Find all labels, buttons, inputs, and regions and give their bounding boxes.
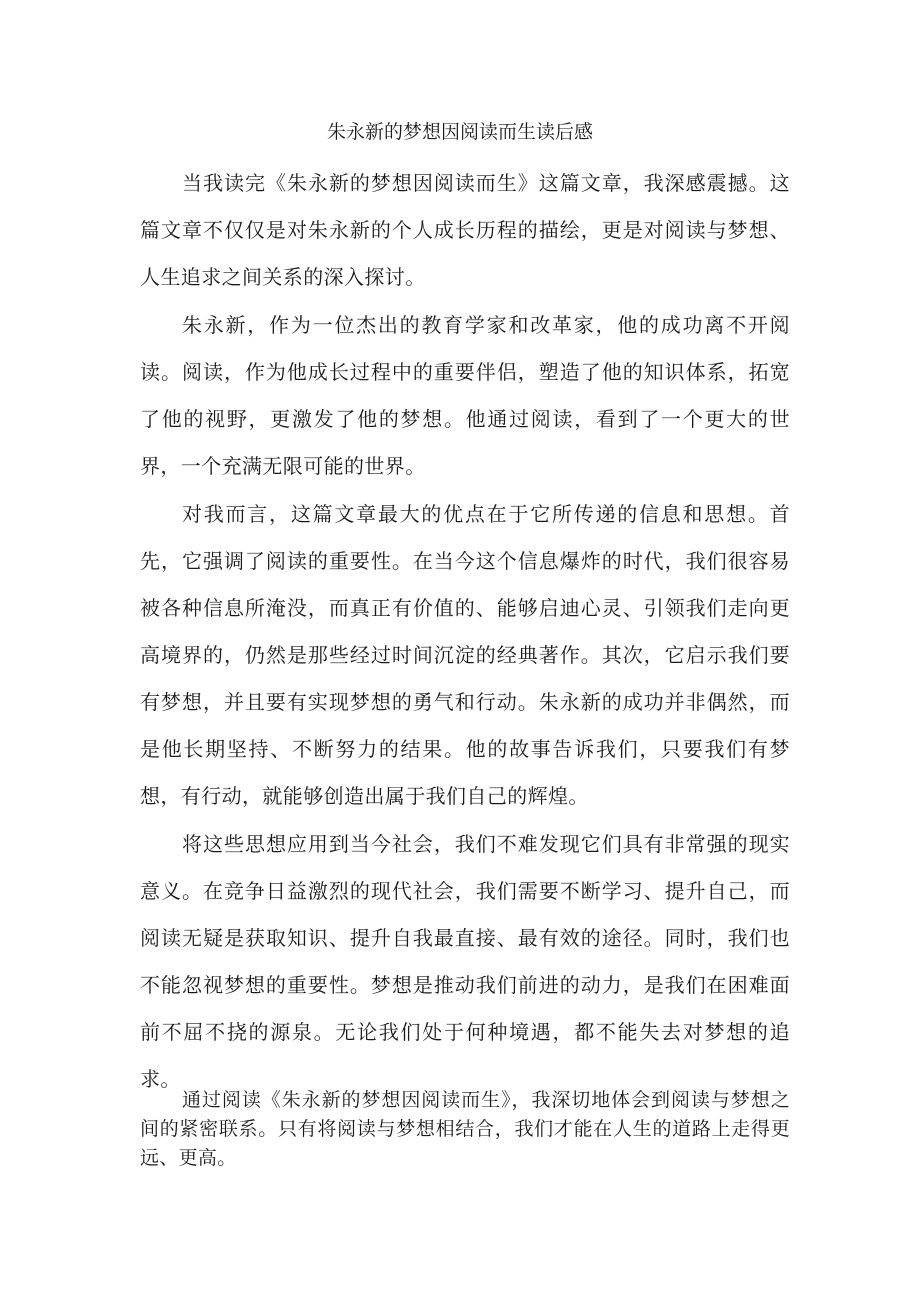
paragraph-4: 将这些思想应用到当今社会，我们不难发现它们具有非常强的现实意义。在竞争日益激烈的现代社会，我们需要不断学习、提升自己，而阅读无疑是获取知识、提升自我最直接、最有效的途径。同时，我们也不能忽视梦想的重要性。梦想是推动我们前进的动力，是我们在困难面前不屈不挠的源泉。无论我们处于何种境遇，都不能失去对梦想的追求。 — [140, 832, 790, 1091]
paragraph-2: 朱永新，作为一位杰出的教育学家和改革家，他的成功离不开阅读。阅读，作为他成长过程中的重要伴侣，塑造了他的知识体系，拓宽了他的视野，更激发了他的梦想。他通过阅读，看到了一个更大的世界，一个充满无限可能的世界。 — [140, 313, 790, 478]
paragraph-1: 当我读完《朱永新的梦想因阅读而生》这篇文章，我深感震撼。这篇文章不仅仅是对朱永新的个人成长历程的描绘，更是对阅读与梦想、人生追求之间关系的深入探讨。 — [140, 171, 790, 289]
paragraph-3: 对我而言，这篇文章最大的优点在于它所传递的信息和思想。首先，它强调了阅读的重要性。在当今这个信息爆炸的时代，我们很容易被各种信息所淹没，而真正有价值的、能够启迪心灵、引领我们走向更高境界的，仍然是那些经过时间沉淀的经典著作。其次，它启示我们要有梦想，并且要有实现梦想的勇气和行动。朱永新的成功并非偶然，而是他长期坚持、不断努力的结果。他的故事告诉我们，只要我们有梦想，有行动，就能够创造出属于我们自己的辉煌。 — [140, 502, 790, 808]
paragraph-5: 通过阅读《朱永新的梦想因阅读而生》，我深切地体会到阅读与梦想之间的紧密联系。只有将阅读与梦想相结合，我们才能在人生的道路上走得更远、更高。 — [140, 1089, 790, 1169]
document-title: 朱永新的梦想因阅读而生读后感 — [326, 121, 593, 143]
